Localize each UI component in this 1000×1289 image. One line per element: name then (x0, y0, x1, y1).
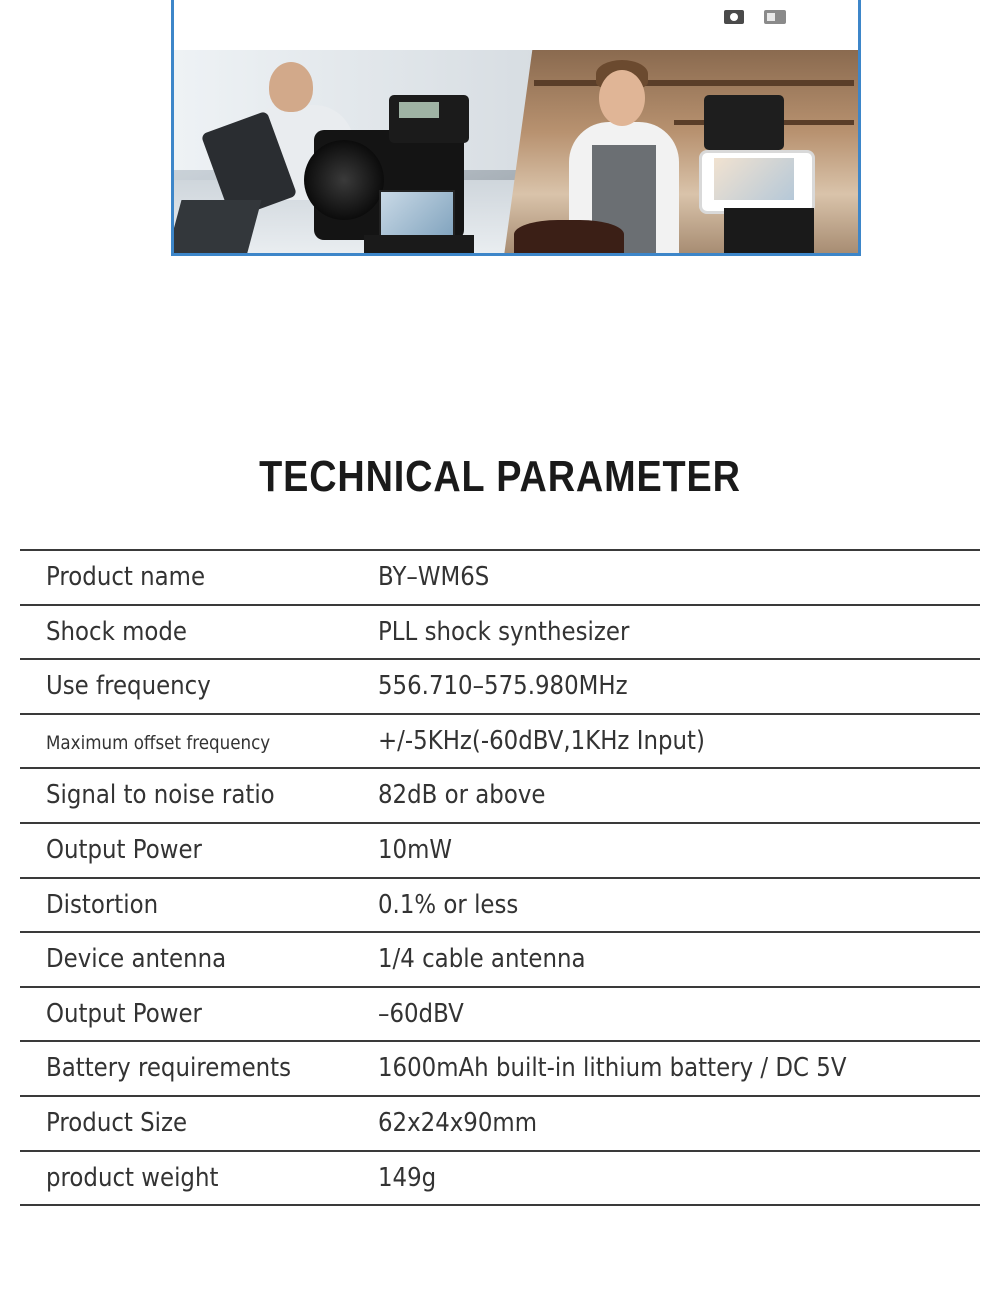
spec-value: 1600mAh built-in lithium battery / DC 5V (378, 1053, 847, 1084)
spec-label: product weight (46, 1162, 219, 1193)
spec-table (20, 549, 980, 1206)
spec-label: Output Power (46, 998, 202, 1029)
spec-label: Maximum offset frequency (46, 731, 271, 754)
spec-label: Product Size (46, 1107, 188, 1138)
spec-value: BY–WM6S (378, 562, 490, 592)
spec-value: +/-5KHz(-60dBV,1KHz Input) (378, 725, 705, 756)
spec-row-max-offset-frequency (20, 715, 980, 770)
spec-value: 62x24x90mm (378, 1107, 538, 1138)
spec-label: Shock mode (46, 616, 188, 647)
product-banner (171, 0, 861, 256)
spec-row-product-weight (20, 1152, 980, 1207)
spec-value: 10mW (378, 834, 453, 865)
spec-value: 0.1% or less (378, 889, 519, 920)
spec-value: 1/4 cable antenna (378, 944, 586, 975)
camera-icon (724, 10, 744, 24)
spec-row-product-name (20, 551, 980, 606)
spec-label: Output Power (46, 834, 202, 865)
smartphone-icon (764, 10, 786, 24)
spec-row-distortion (20, 879, 980, 934)
spec-row-output-power (20, 824, 980, 879)
spec-row-use-frequency (20, 660, 980, 715)
spec-value: PLL shock synthesizer (378, 616, 630, 647)
spec-label: Use frequency (46, 671, 211, 702)
spec-row-output-power-dbv (20, 988, 980, 1043)
spec-label: Device antenna (46, 944, 227, 975)
spec-label: Distortion (46, 889, 159, 920)
spec-value: –60dBV (378, 998, 464, 1029)
spec-label: Product name (46, 562, 206, 592)
spec-value: 82dB or above (378, 780, 546, 811)
spec-label: Battery requirements (46, 1053, 292, 1084)
banner-top-strip (174, 0, 858, 50)
camera-setup-photo (174, 50, 534, 256)
spec-row-product-size (20, 1097, 980, 1152)
spec-row-signal-to-noise (20, 769, 980, 824)
spec-label: Signal to noise ratio (46, 780, 275, 811)
spec-value: 556.710–575.980MHz (378, 671, 628, 702)
spec-row-battery (20, 1042, 980, 1097)
spec-row-device-antenna (20, 933, 980, 988)
section-title: TECHNICAL PARAMETER (259, 452, 741, 501)
spec-value: 149g (378, 1162, 437, 1193)
spec-row-shock-mode (20, 606, 980, 661)
smartphone-setup-photo (504, 50, 858, 256)
